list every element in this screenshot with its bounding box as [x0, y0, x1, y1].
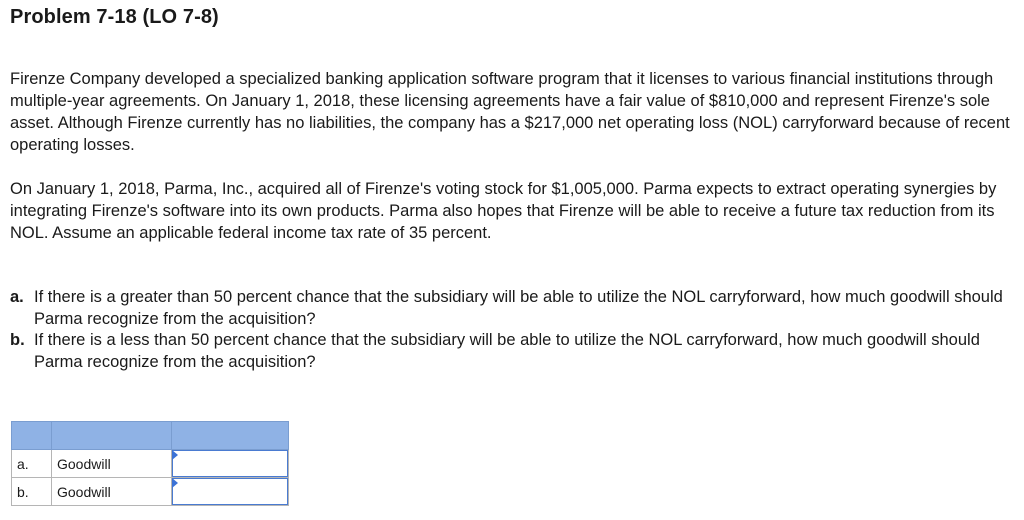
- goodwill-a-input[interactable]: [172, 450, 288, 477]
- row-letter: a.: [12, 450, 52, 478]
- row-letter: b.: [12, 478, 52, 506]
- question-b-text: If there is a less than 50 percent chance that the subsidiary will be able to utilize the NOL carryforward, how much goodwill should Parma recognize from the acquisition?: [34, 331, 980, 371]
- answer-row-b: [12, 478, 289, 506]
- problem-paragraph-1: Firenze Company developed a specialized banking application software program that it licenses to various financial institutions through multiple-year agreements. On January 1, 2018, these licensing agreements have a fair value of $810,000 and represent Firenze's sole asset. Although Firenze currently has no liabilities, the company has a $217,000 net operating loss (NOL) carryforward because of recent operating losses.: [10, 70, 1010, 154]
- question-a-letter: a.: [10, 288, 24, 306]
- problem-title: Problem 7-18 (LO 7-8): [10, 6, 219, 28]
- goodwill-b-input[interactable]: [172, 478, 288, 505]
- row-label: Goodwill: [52, 450, 172, 478]
- header-cell: [12, 422, 52, 450]
- question-a: [10, 286, 1015, 330]
- input-marker-icon: [172, 478, 178, 488]
- header-cell: [172, 422, 289, 450]
- goodwill-b-input-cell[interactable]: [172, 478, 289, 506]
- answer-table-header: [12, 422, 289, 450]
- input-marker-icon: [172, 450, 178, 460]
- answer-table: [11, 421, 289, 506]
- question-a-text: If there is a greater than 50 percent chance that the subsidiary will be able to utilize the NOL carryforward, how much goodwill should Parma recognize from the acquisition?: [34, 288, 1003, 328]
- row-label: Goodwill: [52, 478, 172, 506]
- question-b-letter: b.: [10, 331, 25, 349]
- goodwill-a-input-cell[interactable]: [172, 450, 289, 478]
- question-b: [10, 329, 1015, 373]
- problem-paragraph-2: On January 1, 2018, Parma, Inc., acquired all of Firenze's voting stock for $1,005,000. Parma expects to extract operating synergies by integrating Firenze's software into its own products. Parma also hopes that Firenze will be able to receive a future tax reduction from its NOL. Assume an applicable federal income tax rate of 35 percent.: [10, 180, 997, 242]
- header-cell: [52, 422, 172, 450]
- answer-row-a: [12, 450, 289, 478]
